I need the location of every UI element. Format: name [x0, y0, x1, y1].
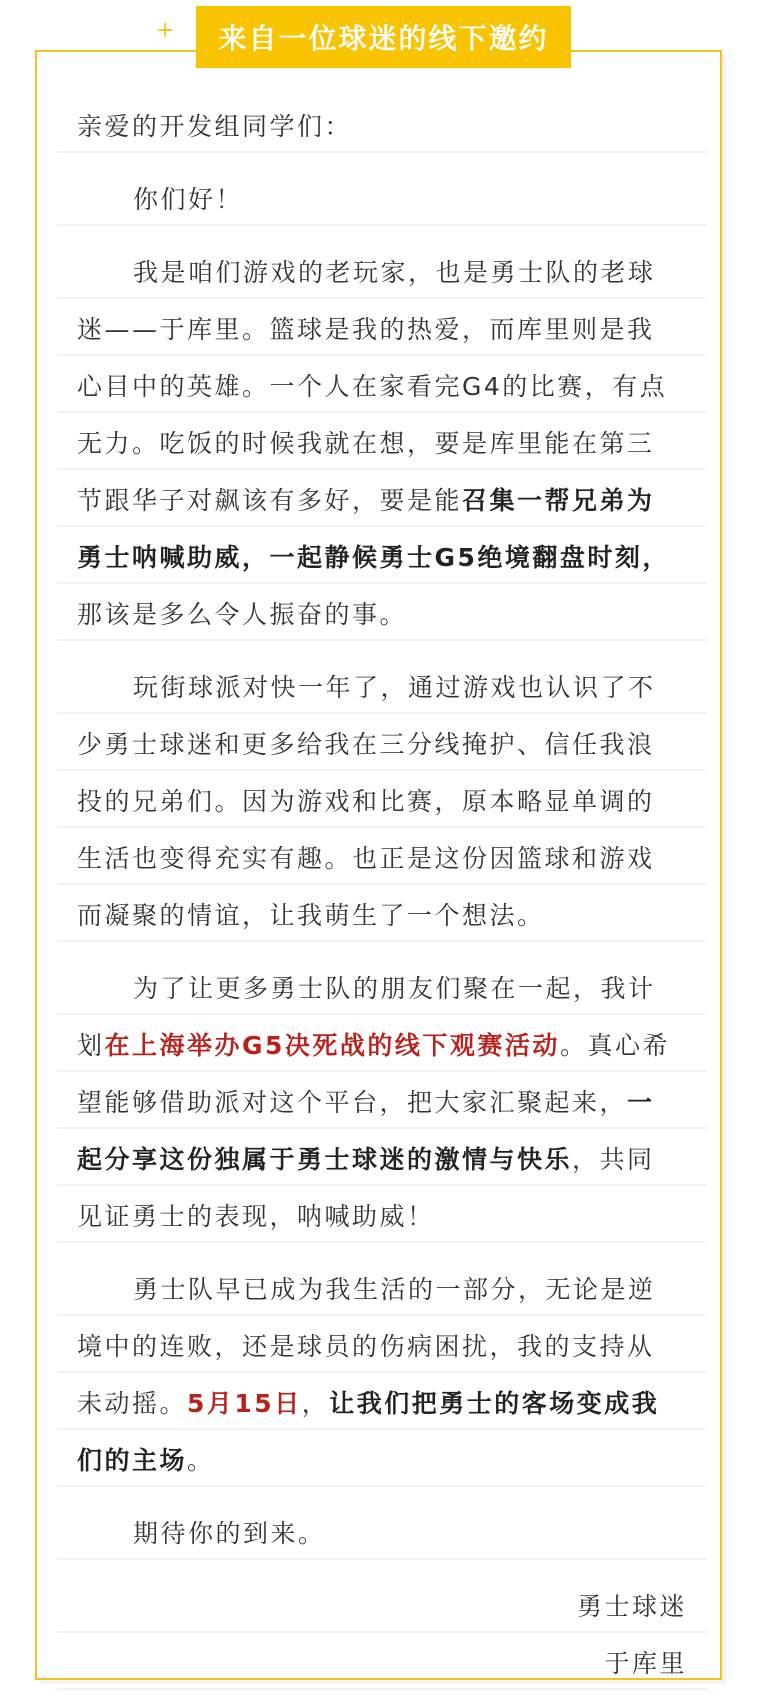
paragraph-4-line: 未动摇。 5月15日 ， 让我们把勇士的客场变成我 — [57, 1373, 707, 1430]
paragraph-3-line: 见证勇士的表现，呐喊助威！ — [57, 1186, 707, 1243]
paragraph-3-line: 起分享这份独属于勇士球迷的激情与快乐 ，共同 — [57, 1129, 707, 1186]
paragraph-2-line: 投的兄弟们。因为游戏和比赛，原本略显单调的 — [57, 771, 707, 828]
paragraph-1-line: 节跟华子对飙该有多好，要是能 召集一帮兄弟为 — [57, 470, 707, 527]
emphasis-text: 勇士呐喊助威，一起静候勇士G5绝境翻盘时刻， — [77, 542, 670, 572]
highlight-text: 在上海举办G5决死战的线下观赛活动 — [104, 1030, 560, 1060]
emphasis-text: 们的主场 — [77, 1445, 188, 1475]
letter-body — [57, 96, 707, 1690]
date-highlight: 5月15日 — [187, 1388, 302, 1418]
paragraph-2-line: 而凝聚的情谊，让我萌生了一个想法。 — [57, 885, 707, 942]
paragraph-1-line: 那该是多么令人振奋的事。 — [57, 584, 707, 641]
paragraph-2-line: 少勇士球迷和更多给我在三分线掩护、信任我浪 — [57, 714, 707, 771]
signature-line-1: 勇士球迷 — [57, 1576, 707, 1633]
paragraph-1-line: 心目中的英雄。一个人在家看完G4的比赛，有点 — [57, 356, 707, 413]
emphasis-text: 让我们把勇士的客场变成我 — [329, 1388, 660, 1418]
plus-icon: + — [156, 18, 175, 43]
paragraph-1-line — [57, 527, 707, 584]
paragraph-4-line: 境中的连败，还是球员的伤病困扰，我的支持从 — [57, 1316, 707, 1373]
paragraph-1-line: 无力。吃饭的时候我就在想，要是库里能在第三 — [57, 413, 707, 470]
emphasis-text: 召集一帮兄弟为 — [462, 485, 655, 515]
title-banner — [196, 6, 571, 68]
paragraph-2-line: 生活也变得充实有趣。也正是这份因篮球和游戏 — [57, 828, 707, 885]
emphasis-text: 起分享这份独属于勇士球迷的激情与快乐 — [77, 1144, 573, 1174]
paragraph-3-line: 为了让更多勇士队的朋友们聚在一起，我计 — [57, 958, 707, 1015]
greeting: 你们好！ — [57, 169, 707, 226]
page-title: 来自一位球迷的线下邀约 — [218, 22, 549, 55]
paragraph-3-line: 望能够借助派对这个平台，把大家汇聚起来， 一 — [57, 1072, 707, 1129]
paragraph-4-line: 勇士队早已成为我生活的一部分，无论是逆 — [57, 1259, 707, 1316]
paragraph-1-line: 迷——于库里。篮球是我的热爱，而库里则是我 — [57, 299, 707, 356]
paragraph-4-line: 们的主场 。 — [57, 1430, 707, 1487]
signature-line-2: 于库里 — [57, 1633, 707, 1690]
paragraph-3-line: 划 在上海举办G5决死战的线下观赛活动 。真心希 — [57, 1015, 707, 1072]
closing-line: 期待你的到来。 — [57, 1503, 707, 1560]
emphasis-text: 一 — [627, 1087, 655, 1117]
paragraph-1-line: 我是咱们游戏的老玩家，也是勇士队的老球 — [57, 242, 707, 299]
salutation: 亲爱的开发组同学们： — [57, 96, 707, 153]
paragraph-2-line: 玩街球派对快一年了，通过游戏也认识了不 — [57, 657, 707, 714]
